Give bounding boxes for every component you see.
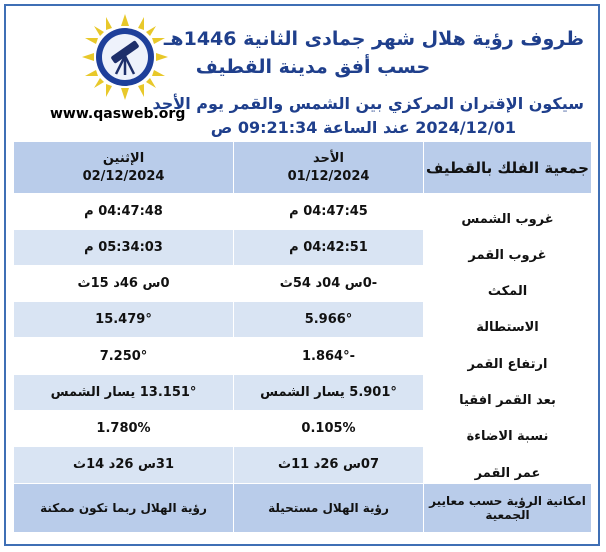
cell-sunday: 5.966°	[234, 302, 424, 338]
row-label: الاستطالة	[424, 302, 592, 338]
day-name: الإثنين	[102, 150, 145, 166]
cell-monday: 7.250°	[14, 338, 234, 374]
row-label: المكث	[424, 265, 592, 301]
day-date: 02/12/2024	[82, 168, 165, 184]
row-label: عمر القمر	[424, 447, 592, 483]
table-header-row	[14, 142, 592, 194]
visibility-sunday: رؤية الهلال مستحيلة	[234, 483, 424, 532]
day-header-monday	[14, 142, 234, 194]
table-row	[14, 302, 592, 338]
cell-sunday: -0س 04د 54ث	[234, 265, 424, 301]
cell-monday: 0س 46د 15ث	[14, 265, 234, 301]
cell-sunday: 04:42:51 م	[234, 229, 424, 265]
visibility-table	[13, 141, 592, 533]
society-logo-telescope-icon	[80, 12, 170, 102]
cell-sunday: -1.864°	[234, 338, 424, 374]
row-label: بعد القمر افقيا	[424, 374, 592, 410]
cell-monday: 31س 26د 14ث	[14, 447, 234, 483]
cell-sunday: 04:47:45 م	[234, 194, 424, 229]
title-line-1: ظروف رؤية هلال شهر جمادى الثانية 1446هـ	[163, 28, 584, 50]
table-row	[14, 374, 592, 410]
cell-sunday: 0.105%	[234, 410, 424, 446]
table-footer-row	[14, 483, 592, 532]
visibility-criteria-label: امكانية الرؤية حسب معايير الجمعية	[424, 483, 592, 532]
corner-label: جمعية الفلك بالقطيف	[424, 142, 592, 194]
cell-monday: 05:34:03 م	[14, 229, 234, 265]
row-label: ارتفاع القمر	[424, 338, 592, 374]
row-label: نسبة الاضاءة	[424, 410, 592, 446]
cell-monday: 1.780%	[14, 410, 234, 446]
cell-monday: 13.151° يسار الشمس	[14, 374, 234, 410]
day-date: 01/12/2024	[287, 168, 370, 184]
visibility-monday: رؤية الهلال ربما تكون ممكنة	[14, 483, 234, 532]
day-header-sunday	[234, 142, 424, 194]
table-row	[14, 338, 592, 374]
website-url: www.qasweb.org	[50, 106, 186, 122]
cell-monday: 15.479°	[14, 302, 234, 338]
conjunction-line: سيكون الإقتران المركزي بين الشمس والقمر يوم الأحد	[152, 94, 584, 113]
row-label: غروب الشمس	[424, 194, 592, 229]
table-row	[14, 410, 592, 446]
cell-sunday: 07س 26د 11ث	[234, 447, 424, 483]
conjunction-time: 2024/12/01 عند الساعة 09:21:34 ص	[210, 118, 516, 137]
table-row	[14, 194, 592, 229]
table-row	[14, 447, 592, 483]
cell-sunday: 5.901° يسار الشمس	[234, 374, 424, 410]
day-name: الأحد	[312, 150, 344, 166]
table-row	[14, 229, 592, 265]
title-line-2: حسب أفق مدينة القطيف	[195, 56, 431, 78]
table-row	[14, 265, 592, 301]
row-label: غروب القمر	[424, 229, 592, 265]
cell-monday: 04:47:48 م	[14, 194, 234, 229]
